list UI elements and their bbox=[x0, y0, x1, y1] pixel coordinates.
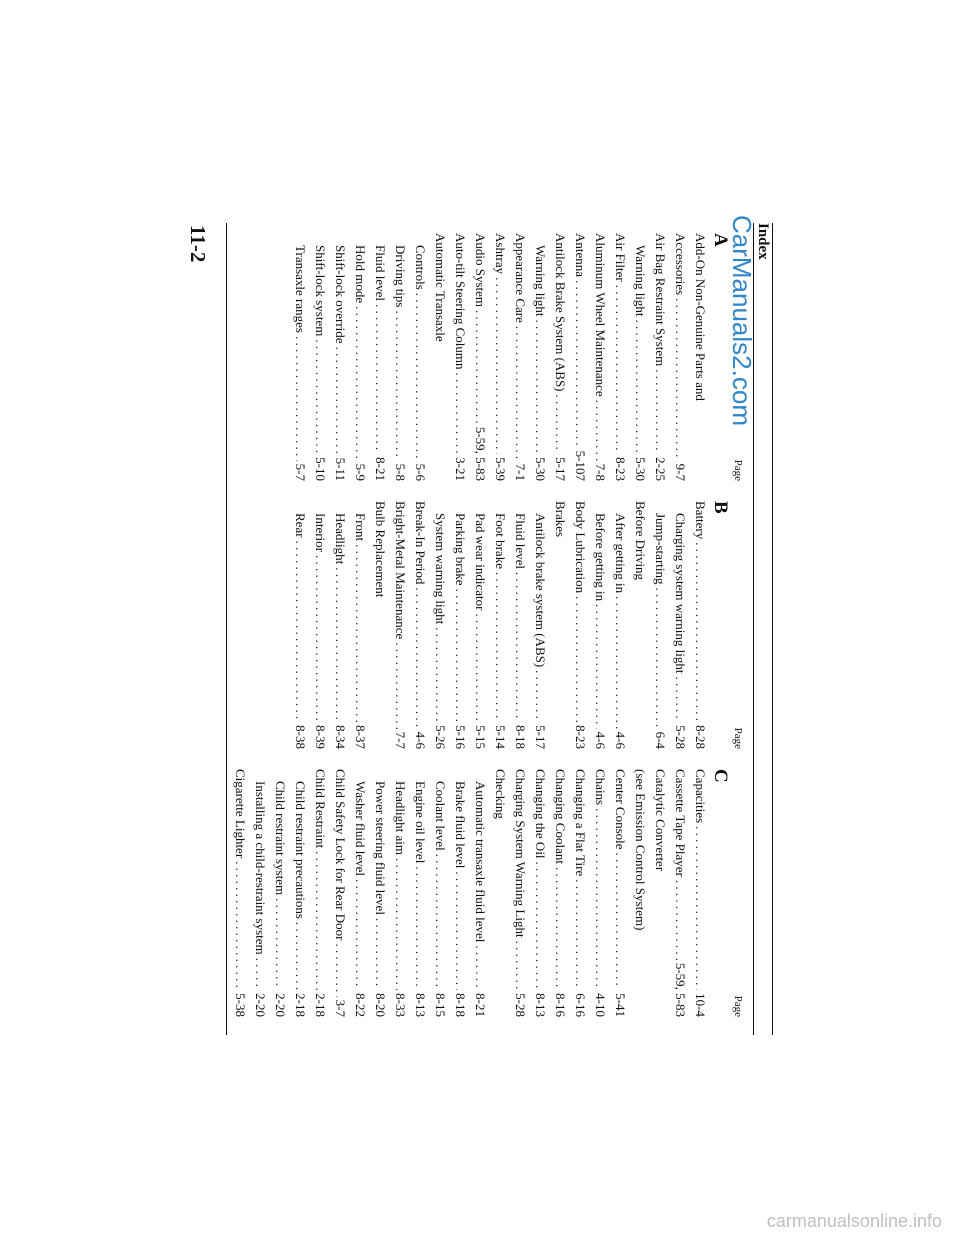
entry-label: Front bbox=[353, 513, 368, 542]
entry-label: Ashtray bbox=[493, 233, 508, 275]
entry-label: Coolant level bbox=[433, 781, 448, 851]
entry-label: Charging system warning light bbox=[673, 513, 688, 674]
entry-label: Automatic transaxle fluid level bbox=[473, 781, 488, 943]
index-entry bbox=[650, 501, 670, 749]
entry-label: Warning light bbox=[533, 245, 548, 317]
entry-page: 8-34 bbox=[333, 725, 348, 749]
dot-leader bbox=[350, 879, 370, 990]
index-entry bbox=[470, 501, 490, 749]
dot-leader bbox=[470, 613, 490, 722]
entry-page: 5-17 bbox=[533, 725, 548, 749]
entry-label: Bulb Replacement bbox=[373, 501, 388, 598]
dot-leader bbox=[470, 310, 490, 424]
entry-label: Air Bag Restraint System bbox=[653, 233, 668, 367]
dot-leader bbox=[470, 945, 490, 990]
entry-page: 5-8 bbox=[393, 463, 408, 481]
index-entry bbox=[570, 769, 590, 1017]
index-column-a bbox=[290, 233, 748, 481]
dot-leader bbox=[310, 851, 330, 990]
index-entry bbox=[610, 769, 630, 1017]
dot-leader bbox=[350, 306, 370, 461]
index-entry bbox=[310, 233, 330, 481]
dot-leader bbox=[650, 588, 670, 729]
page-column-header: Page bbox=[732, 727, 744, 749]
dot-leader bbox=[530, 320, 550, 455]
index-entry bbox=[430, 769, 450, 1017]
entry-page: 4-6 bbox=[413, 731, 428, 749]
index-entry bbox=[450, 501, 470, 749]
entry-page: 6-16 bbox=[573, 993, 588, 1017]
dot-leader bbox=[550, 395, 570, 455]
section-letter: A bbox=[710, 233, 731, 247]
entry-label: Before getting in bbox=[593, 513, 608, 602]
dot-leader bbox=[450, 373, 470, 455]
dot-leader bbox=[370, 918, 390, 990]
index-entry bbox=[530, 501, 550, 749]
top-rule bbox=[772, 223, 773, 1035]
entry-page: 5-59, 5-83 bbox=[673, 962, 688, 1017]
index-entry bbox=[490, 769, 510, 1017]
index-entry bbox=[490, 501, 510, 749]
index-entry bbox=[530, 769, 550, 1017]
index-entry bbox=[550, 501, 570, 749]
index-entry bbox=[370, 501, 390, 749]
index-entry bbox=[550, 233, 570, 481]
index-entry bbox=[230, 769, 250, 1017]
index-entry bbox=[350, 769, 370, 1017]
entry-page: 8-18 bbox=[513, 725, 528, 749]
entry-label: Add-On Non-Genuine Parts and bbox=[693, 233, 708, 401]
entry-page: 5-30 bbox=[633, 457, 648, 481]
index-entry bbox=[510, 233, 530, 481]
entry-label: Cigarette Lighter bbox=[233, 769, 248, 859]
entry-page: 2-20 bbox=[253, 993, 268, 1017]
entry-label: Antilock Brake System (ABS) bbox=[553, 233, 568, 392]
dot-leader bbox=[450, 589, 470, 723]
index-entries bbox=[230, 769, 710, 1017]
entry-page: 2-18 bbox=[313, 993, 328, 1017]
dot-leader bbox=[590, 604, 610, 729]
entry-page: 7-7 bbox=[393, 731, 408, 749]
index-entry bbox=[330, 769, 350, 1017]
entry-label: Auto-tilt Steering Column bbox=[453, 233, 468, 370]
entry-label: Accessories bbox=[673, 233, 688, 296]
dot-leader bbox=[590, 808, 610, 990]
entry-page: 8-23 bbox=[573, 725, 588, 749]
dot-leader bbox=[510, 572, 530, 722]
entry-page: 4-10 bbox=[593, 993, 608, 1017]
dot-leader bbox=[390, 310, 410, 460]
dot-leader bbox=[690, 826, 710, 990]
entry-label: Engine oil level bbox=[413, 781, 428, 864]
entry-page: 5-107 bbox=[573, 450, 588, 481]
entry-label: Child Restraint bbox=[313, 769, 328, 849]
entry-label: Hold mode bbox=[353, 245, 368, 304]
index-entry bbox=[410, 501, 430, 749]
dot-leader bbox=[350, 544, 370, 722]
entry-label: Changing Coolant bbox=[553, 769, 568, 864]
dot-leader bbox=[330, 567, 350, 722]
index-entry bbox=[390, 233, 410, 481]
index-entry bbox=[330, 233, 350, 481]
dot-leader bbox=[290, 336, 310, 461]
entry-page: 5-9 bbox=[353, 463, 368, 481]
index-entry bbox=[490, 233, 510, 481]
entry-page: 8-15 bbox=[433, 993, 448, 1017]
entry-page: 8-13 bbox=[413, 993, 428, 1017]
entry-label: Bright-Metal Maintenance bbox=[393, 501, 408, 640]
entry-page: 10-4 bbox=[693, 993, 708, 1017]
entry-label: Pad wear indicator bbox=[473, 513, 488, 611]
entry-page: 5-59, 5-83 bbox=[473, 426, 488, 481]
index-entry bbox=[650, 769, 670, 1017]
entry-label: Body Lubrication bbox=[573, 501, 588, 594]
entry-label: Brakes bbox=[553, 501, 568, 538]
entry-label: Audio System bbox=[473, 233, 488, 308]
entry-page: 8-18 bbox=[453, 993, 468, 1017]
index-entry bbox=[530, 233, 550, 481]
dot-leader bbox=[650, 369, 670, 454]
entry-label: Changing a Flat Tire bbox=[573, 769, 588, 877]
entry-label: Checking bbox=[493, 769, 508, 819]
entry-page: 5-10 bbox=[313, 457, 328, 481]
dot-leader bbox=[310, 339, 330, 454]
index-entry bbox=[250, 769, 270, 1017]
dot-leader bbox=[450, 871, 470, 990]
entry-label: Cassette Tape Player bbox=[673, 769, 688, 877]
index-entry bbox=[610, 233, 630, 481]
entry-page: 4-6 bbox=[613, 731, 628, 749]
index-entry bbox=[590, 233, 610, 481]
index-page bbox=[160, 215, 780, 1035]
page-title: Index bbox=[755, 223, 771, 260]
entry-page: 5-6 bbox=[413, 463, 428, 481]
entry-page: 5-38 bbox=[233, 993, 248, 1017]
entry-label: System warning light bbox=[433, 513, 448, 625]
entry-label: Charging System Warning Light bbox=[513, 769, 528, 938]
dot-leader bbox=[410, 866, 430, 990]
index-entry bbox=[650, 233, 670, 481]
entry-label: Headlight bbox=[333, 513, 348, 565]
watermark: CarManuals2.com bbox=[727, 215, 757, 426]
entry-label: Transaxle ranges bbox=[293, 245, 308, 333]
entry-label: Battery bbox=[693, 501, 708, 540]
entry-label: Automatic Transaxle bbox=[433, 233, 448, 342]
entry-label: Brake fluid level bbox=[453, 781, 468, 869]
entry-label: Interior bbox=[313, 513, 328, 552]
dot-leader bbox=[250, 958, 270, 991]
entry-page: 8-33 bbox=[393, 993, 408, 1017]
page-column-header: Page bbox=[732, 459, 744, 481]
section-letter: C bbox=[710, 769, 731, 783]
index-entry bbox=[690, 233, 710, 481]
index-entry bbox=[390, 501, 410, 749]
dot-leader bbox=[410, 587, 430, 728]
entry-page: 8-37 bbox=[353, 725, 368, 749]
index-entry bbox=[310, 769, 330, 1017]
entry-page: 8-20 bbox=[373, 993, 388, 1017]
index-entry bbox=[610, 501, 630, 749]
entry-page: 2-18 bbox=[293, 993, 308, 1017]
entry-label: Fluid level bbox=[373, 245, 388, 301]
dot-leader bbox=[290, 922, 310, 990]
entry-page: 4-6 bbox=[593, 731, 608, 749]
dot-leader bbox=[570, 879, 590, 990]
section-letter: B bbox=[710, 501, 731, 514]
index-entry bbox=[510, 501, 530, 749]
entry-page: 5-41 bbox=[613, 993, 628, 1017]
entry-page: 8-16 bbox=[553, 993, 568, 1017]
entry-page: 8-23 bbox=[613, 457, 628, 481]
entry-page: 8-22 bbox=[353, 993, 368, 1017]
dot-leader bbox=[430, 854, 450, 990]
entry-label: Child restraint system bbox=[273, 781, 288, 896]
dot-leader bbox=[430, 627, 450, 722]
index-column-c bbox=[230, 769, 748, 1017]
page-column-header: Page bbox=[732, 995, 744, 1017]
dot-leader bbox=[550, 867, 570, 990]
index-entry bbox=[410, 233, 430, 481]
index-entry bbox=[350, 233, 370, 481]
entry-label: Controls bbox=[413, 245, 428, 290]
index-entry bbox=[370, 233, 390, 481]
dot-leader bbox=[270, 898, 290, 990]
dot-leader bbox=[670, 880, 690, 960]
entry-label: Foot brake bbox=[493, 513, 508, 569]
entry-label: Installing a child-restraint system bbox=[253, 781, 268, 955]
index-entry bbox=[690, 769, 710, 1017]
entry-label: Jump-starting bbox=[653, 513, 668, 585]
dot-leader bbox=[330, 943, 350, 996]
index-entry bbox=[270, 769, 290, 1017]
entry-label: Chains bbox=[593, 769, 608, 806]
entry-label: Antilock brake system (ABS) bbox=[533, 513, 548, 668]
index-entry bbox=[410, 769, 430, 1017]
dot-leader bbox=[570, 596, 590, 722]
dot-leader bbox=[410, 293, 430, 461]
entry-page: 5-7 bbox=[293, 463, 308, 481]
entry-page: 8-21 bbox=[373, 457, 388, 481]
dot-leader bbox=[510, 941, 530, 991]
entry-page: 5-14 bbox=[493, 725, 508, 749]
index-entry bbox=[290, 501, 310, 749]
site-watermark: carmanualsonline.info bbox=[766, 1211, 942, 1231]
entry-label: Shift-lock system bbox=[313, 245, 328, 337]
entry-page: 3-21 bbox=[453, 457, 468, 481]
dot-leader bbox=[390, 858, 410, 990]
dot-leader bbox=[390, 642, 410, 728]
entry-label: Headlight aim bbox=[393, 781, 408, 856]
index-entry bbox=[570, 501, 590, 749]
entry-page: 2-20 bbox=[273, 993, 288, 1017]
entry-page: 7-8 bbox=[593, 463, 608, 481]
entry-page: 7-1 bbox=[513, 463, 528, 481]
entry-label: After getting in bbox=[613, 513, 628, 594]
index-entry bbox=[450, 233, 470, 481]
index-entry bbox=[570, 233, 590, 481]
index-entry bbox=[470, 769, 490, 1017]
index-entry bbox=[370, 769, 390, 1017]
index-entry bbox=[390, 769, 410, 1017]
entry-page: 5-28 bbox=[673, 725, 688, 749]
dot-leader bbox=[490, 572, 510, 722]
dot-leader bbox=[610, 853, 630, 991]
index-entry bbox=[450, 769, 470, 1017]
dot-leader bbox=[630, 320, 650, 455]
dot-leader bbox=[670, 676, 690, 722]
dot-leader bbox=[570, 280, 590, 448]
entry-label: Washer fluid level bbox=[353, 781, 368, 876]
entry-page: 8-13 bbox=[533, 993, 548, 1017]
entry-label: Child Safety Lock for Rear Door bbox=[333, 769, 348, 941]
page-number: 11-2 bbox=[186, 225, 210, 263]
dot-leader bbox=[510, 326, 530, 461]
entry-label: Capacities bbox=[693, 769, 708, 824]
entry-label: Appearance Care bbox=[513, 233, 528, 323]
index-entry bbox=[550, 769, 570, 1017]
dot-leader bbox=[290, 541, 310, 723]
entry-label: Antenna bbox=[573, 233, 588, 278]
entry-page: 5-16 bbox=[453, 725, 468, 749]
entry-label: Parking brake bbox=[453, 513, 468, 586]
dot-leader bbox=[670, 298, 690, 461]
index-entry bbox=[350, 501, 370, 749]
entry-page: 5-39 bbox=[493, 457, 508, 481]
entry-page: 5-15 bbox=[473, 725, 488, 749]
index-entry bbox=[670, 769, 690, 1017]
index-entry bbox=[590, 501, 610, 749]
entry-label: (see Emission Control System) bbox=[633, 769, 648, 931]
entry-label: Aluminum Wheel Maintenance bbox=[593, 233, 608, 397]
bottom-rule bbox=[226, 223, 227, 1035]
entry-label: Driving tips bbox=[393, 245, 408, 308]
dot-leader bbox=[530, 670, 550, 722]
entry-label: Break-In Period bbox=[413, 501, 428, 585]
index-entry bbox=[290, 233, 310, 481]
index-entry bbox=[630, 769, 650, 1017]
entry-page: 8-28 bbox=[693, 725, 708, 749]
dot-leader bbox=[310, 555, 330, 722]
dot-leader bbox=[590, 400, 610, 461]
index-entry bbox=[590, 769, 610, 1017]
entry-label: Child restraint precautions bbox=[293, 781, 308, 919]
entry-page: 9-7 bbox=[673, 463, 688, 481]
entry-label: Center Console bbox=[613, 769, 628, 850]
index-entry bbox=[430, 501, 450, 749]
entry-page: 5-26 bbox=[433, 725, 448, 749]
dot-leader bbox=[370, 304, 390, 454]
index-entry bbox=[290, 769, 310, 1017]
dot-leader bbox=[610, 596, 630, 729]
entry-page: 5-28 bbox=[513, 993, 528, 1017]
index-entry bbox=[670, 233, 690, 481]
entry-label: Fluid level bbox=[513, 513, 528, 569]
entry-page: 8-38 bbox=[293, 725, 308, 749]
index-entry bbox=[690, 501, 710, 749]
dot-leader bbox=[490, 277, 510, 454]
entry-page: 6-4 bbox=[653, 731, 668, 749]
entry-label: Changing the Oil bbox=[533, 769, 548, 859]
entry-page: 8-39 bbox=[313, 725, 328, 749]
dot-leader bbox=[610, 285, 630, 454]
entry-page: 5-11 bbox=[333, 457, 348, 481]
dot-leader bbox=[530, 862, 550, 991]
entry-label: Power steering fluid level bbox=[373, 781, 388, 915]
dot-leader bbox=[330, 347, 350, 455]
index-entry bbox=[430, 233, 450, 481]
index-entry bbox=[670, 501, 690, 749]
index-entries bbox=[290, 233, 710, 481]
index-entries bbox=[290, 501, 710, 749]
index-entry bbox=[330, 501, 350, 749]
index-entry bbox=[310, 501, 330, 749]
dot-leader bbox=[690, 542, 710, 722]
entry-label: Before Driving bbox=[633, 501, 648, 581]
index-column-b bbox=[290, 501, 748, 749]
entry-page: 2-25 bbox=[653, 457, 668, 481]
entry-label: Catalytic Converter bbox=[653, 769, 668, 872]
entry-label: Rear bbox=[293, 513, 308, 538]
entry-page: 3-7 bbox=[333, 999, 348, 1017]
index-entry bbox=[630, 233, 650, 481]
index-entry bbox=[630, 501, 650, 749]
entry-page: 5-17 bbox=[553, 457, 568, 481]
entry-label: Shift-lock override bbox=[333, 245, 348, 344]
index-entry bbox=[470, 233, 490, 481]
entry-label: Warning light bbox=[633, 245, 648, 317]
index-entry bbox=[510, 769, 530, 1017]
entry-label: Air Filter bbox=[613, 233, 628, 282]
dot-leader bbox=[230, 861, 250, 990]
entry-page: 8-21 bbox=[473, 993, 488, 1017]
entry-page: 5-30 bbox=[533, 457, 548, 481]
